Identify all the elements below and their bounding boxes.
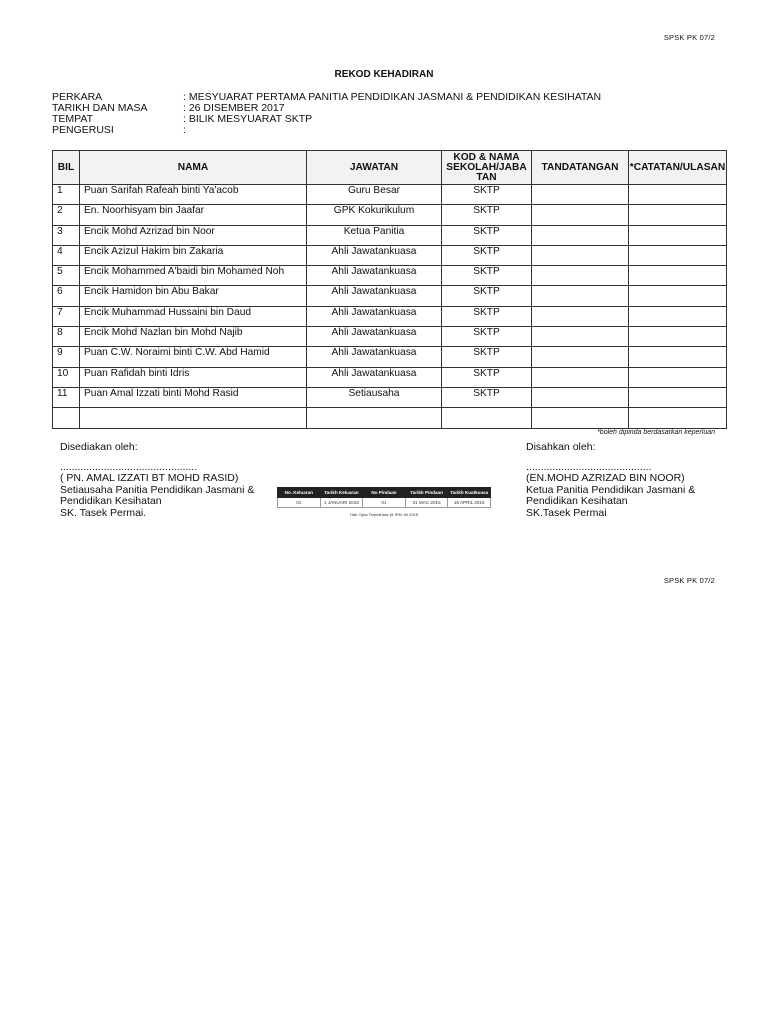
row-nama: Puan Rafidah binti Idris (80, 367, 307, 387)
row-catatan (629, 327, 727, 347)
table-row (53, 205, 727, 225)
row-kod (442, 408, 532, 428)
approved-school: SK.Tasek Permai (526, 506, 607, 519)
table-row (53, 306, 727, 326)
row-jawatan: Guru Besar (307, 185, 442, 205)
form-code-top: SPSK PK 07/2 (663, 33, 715, 42)
row-kod: SKTP (442, 245, 532, 265)
prepared-name: ( PN. AMAL IZZATI BT MOHD RASID) (60, 472, 239, 484)
row-jawatan: Ahli Jawatankuasa (307, 266, 442, 286)
meta-label: TEMPAT (52, 113, 94, 125)
row-kod: SKTP (442, 185, 532, 205)
table-row (53, 185, 727, 205)
row-bil: 6 (53, 286, 80, 306)
row-kod: SKTP (442, 286, 532, 306)
page-title: REKOD KEHADIRAN (334, 69, 434, 80)
row-nama: Puan Amal Izzati binti Mohd Rasid (80, 387, 307, 407)
table-row (53, 225, 727, 245)
approved-role-1: Ketua Panitia Pendidikan Jasmani & (526, 483, 696, 496)
meta-value: : 26 DISEMBER 2017 (183, 102, 285, 114)
prepared-by-block (60, 442, 254, 519)
row-catatan (629, 205, 727, 225)
meta-label: PENGERUSI (52, 124, 114, 136)
row-jawatan: Ahli Jawatankuasa (307, 306, 442, 326)
version-value-cell: 01 (278, 498, 321, 508)
row-catatan (629, 367, 727, 387)
row-tandatangan (532, 327, 629, 347)
row-tandatangan (532, 367, 629, 387)
form-code-bottom: SPSK PK 07/2 (663, 576, 715, 585)
table-row (53, 347, 727, 367)
row-jawatan: Ahli Jawatankuasa (307, 327, 442, 347)
row-nama: Puan C.W. Noraimi binti C.W. Abd Hamid (80, 347, 307, 367)
row-kod: SKTP (442, 347, 532, 367)
row-bil: 7 (53, 306, 80, 326)
footnote: *boleh dipinda berdasarkan keperluan (597, 429, 715, 436)
row-jawatan (307, 408, 442, 428)
row-jawatan: GPK Kokurikulum (307, 205, 442, 225)
row-kod: SKTP (442, 266, 532, 286)
table-row (53, 387, 727, 407)
row-catatan (629, 225, 727, 245)
row-kod: SKTP (442, 367, 532, 387)
row-bil: 8 (53, 327, 80, 347)
row-catatan (629, 306, 727, 326)
row-tandatangan (532, 387, 629, 407)
row-nama: Encik Muhammad Hussaini bin Daud (80, 306, 307, 326)
row-tandatangan (532, 286, 629, 306)
table-row (53, 327, 727, 347)
prepared-role-1: Setiausaha Panitia Pendidikan Jasmani & (60, 483, 255, 496)
row-bil: 11 (53, 387, 80, 407)
header-kod: KOD & NAMA SEKOLAH/JABA TAN (442, 151, 532, 185)
approved-role-2: Pendidikan Kesihatan (526, 495, 628, 507)
row-kod: SKTP (442, 306, 532, 326)
version-header-row (278, 488, 491, 498)
meta-value: : (183, 124, 186, 136)
row-nama: En. Noorhisyam bin Jaafar (80, 205, 307, 225)
row-tandatangan (532, 408, 629, 428)
row-tandatangan (532, 347, 629, 367)
row-bil: 3 (53, 225, 80, 245)
row-tandatangan (532, 245, 629, 265)
document-version-table (277, 487, 491, 508)
table-row (53, 245, 727, 265)
row-tandatangan (532, 205, 629, 225)
row-jawatan: Ahli Jawatankuasa (307, 286, 442, 306)
row-catatan (629, 185, 727, 205)
table-row (53, 408, 727, 428)
version-header-cell: Tarikh Pindaan (405, 488, 448, 498)
meta-value: : MESYUARAT PERTAMA PANITIA PENDIDIKAN JASMANI & PENDIDIKAN KESIHATAN (183, 91, 602, 103)
approved-by-block (526, 442, 695, 519)
prepared-role-2: Pendidikan Kesihatan (60, 495, 162, 507)
version-value-cell: 1 JANUARI 2015 (320, 498, 363, 508)
row-jawatan: Ahli Jawatankuasa (307, 245, 442, 265)
row-kod: SKTP (442, 387, 532, 407)
header-jawatan: JAWATAN (307, 151, 442, 185)
row-catatan (629, 266, 727, 286)
row-kod: SKTP (442, 205, 532, 225)
row-bil (53, 408, 80, 428)
row-tandatangan (532, 225, 629, 245)
meta-value: : BILIK MESYUARAT SKTP (183, 113, 313, 125)
row-kod: SKTP (442, 225, 532, 245)
attendance-table (52, 150, 727, 429)
table-row (53, 367, 727, 387)
row-bil: 4 (53, 245, 80, 265)
version-header-cell: Tarikh Kuatkuasa (448, 488, 491, 498)
copyright-caption: Hak Cipta Terpelihara @ IPM Jel 2015 (349, 512, 419, 517)
version-value-cell: 15 APRIL 2015 (448, 498, 491, 508)
row-kod: SKTP (442, 327, 532, 347)
meta-label: PERKARA (52, 91, 103, 103)
row-catatan (629, 245, 727, 265)
approved-heading: Disahkan oleh: (526, 441, 596, 453)
row-bil: 5 (53, 266, 80, 286)
version-header-cell: Tarikh Keluaran (320, 488, 363, 498)
table-row (53, 266, 727, 286)
row-catatan (629, 347, 727, 367)
row-bil: 1 (53, 185, 80, 205)
row-catatan (629, 286, 727, 306)
row-jawatan: Setiausaha (307, 387, 442, 407)
row-catatan (629, 408, 727, 428)
version-header-cell: No. Keluaran (278, 488, 321, 498)
header-bil: BIL (53, 151, 80, 185)
prepared-school: SK. Tasek Permai. (60, 506, 147, 519)
row-nama: Encik Mohd Azrizad bin Noor (80, 225, 307, 245)
table-header-row (53, 151, 727, 185)
approved-name: (EN.MOHD AZRIZAD BIN NOOR) (526, 472, 685, 484)
row-catatan (629, 387, 727, 407)
row-bil: 9 (53, 347, 80, 367)
row-jawatan: Ahli Jawatankuasa (307, 347, 442, 367)
row-nama: Encik Mohd Nazlan bin Mohd Najib (80, 327, 307, 347)
approved-signature-line: ........................................... (526, 460, 652, 473)
row-jawatan: Ahli Jawatankuasa (307, 367, 442, 387)
row-nama: Encik Mohammed A'baidi bin Mohamed Noh (80, 266, 307, 286)
row-nama (80, 408, 307, 428)
row-nama: Puan Sarifah Rafeah binti Ya'acob (80, 185, 307, 205)
header-nama: NAMA (80, 151, 307, 185)
prepared-heading: Disediakan oleh: (60, 441, 138, 453)
row-bil: 10 (53, 367, 80, 387)
row-bil: 2 (53, 205, 80, 225)
row-tandatangan (532, 266, 629, 286)
meta-label: TARIKH DAN MASA (52, 102, 148, 114)
row-jawatan: Ketua Panitia (307, 225, 442, 245)
row-nama: Encik Azizul Hakim bin Zakaria (80, 245, 307, 265)
version-value-cell: 31 MAC 2015 (405, 498, 448, 508)
row-tandatangan (532, 306, 629, 326)
meta-pengerusi (52, 125, 186, 136)
version-value-cell: 01 (363, 498, 406, 508)
version-header-cell: No Pindaan (363, 488, 406, 498)
table-row (53, 286, 727, 306)
version-value-row (278, 498, 491, 508)
header-tandatangan: TANDATANGAN (532, 151, 629, 185)
header-catatan: *CATATAN/ULASAN (629, 151, 727, 185)
row-tandatangan (532, 185, 629, 205)
row-nama: Encik Hamidon bin Abu Bakar (80, 286, 307, 306)
prepared-signature-line: ............................................... (60, 460, 198, 473)
